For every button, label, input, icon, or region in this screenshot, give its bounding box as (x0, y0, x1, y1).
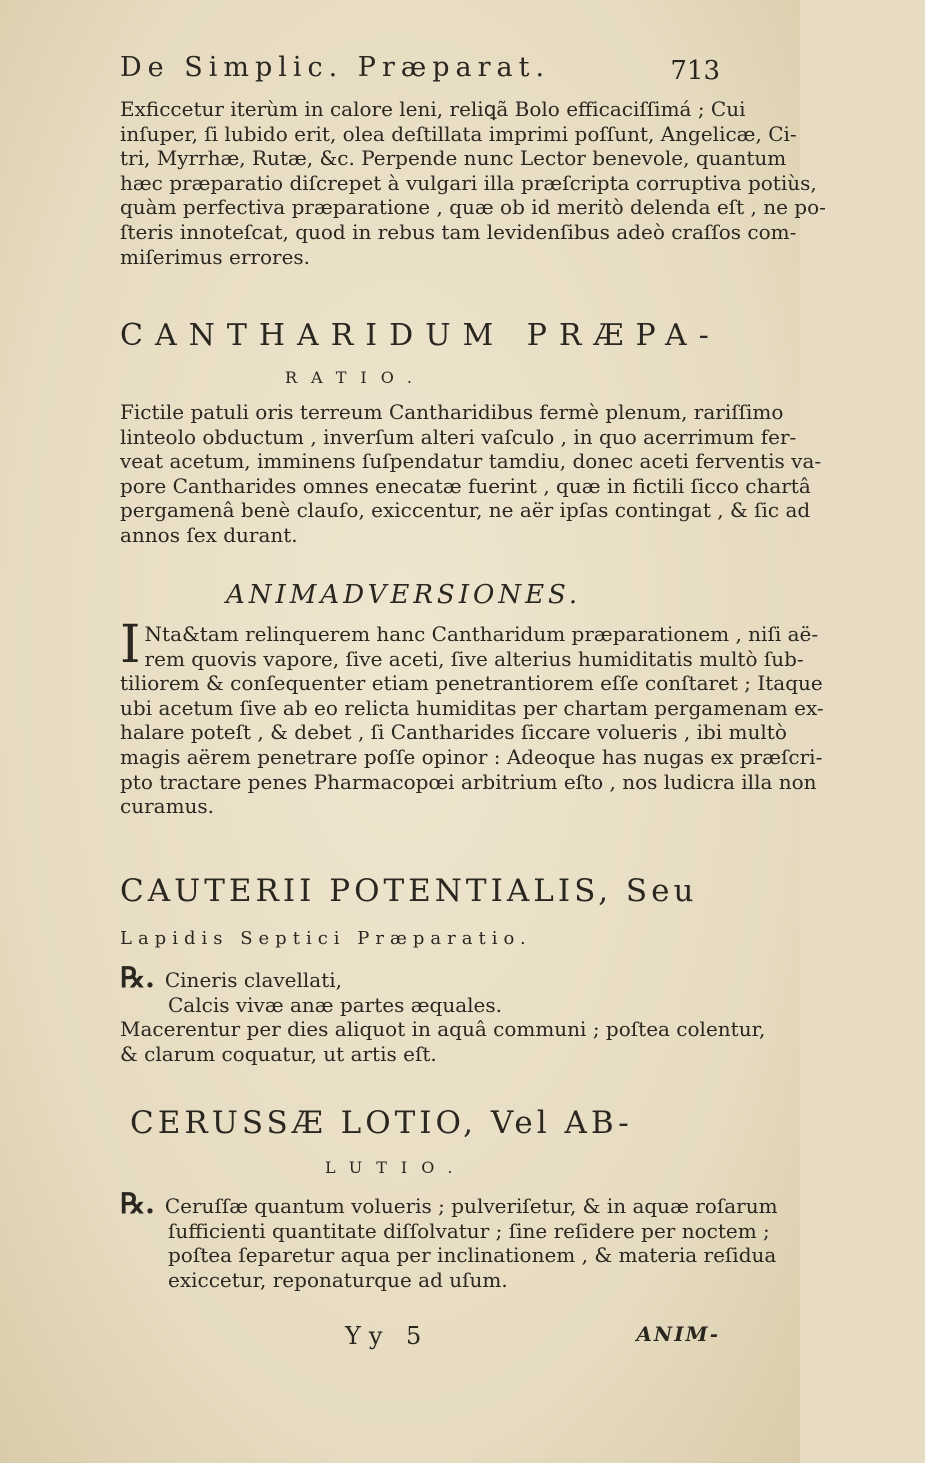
text-line: miſerimus errores. (120, 244, 311, 269)
text-line: Cineris clavellati, (164, 968, 343, 992)
text-line: Nta&tam relinquerem hanc Cantharidum præparationem , niſi aë- (144, 622, 819, 646)
text-line: tri, Myrrhæ, Rutæ, &c. Perpende nunc Lector benevole, quantum (120, 146, 787, 171)
text-line: poſtea ſeparetur aqua per inclinationem , & materia reſidua (168, 1243, 777, 1268)
drop-cap: I (120, 615, 141, 675)
section-heading-animadversiones: ANIMADVERSIONES. (226, 580, 582, 610)
running-head-title: De Simplic. Præparat. (120, 52, 551, 83)
signature-mark: Yy 5 (345, 1322, 430, 1350)
section-heading-continuation: LUTIO. (325, 1158, 467, 1177)
text-line: ſufficienti quantitate diſſolvatur ; ſine reſidere per noctem ; (168, 1218, 770, 1243)
text-line: Macerentur per dies aliquot in aquâ communi ; poſtea colentur, (120, 1017, 766, 1042)
text-line: annos ſex durant. (120, 522, 298, 547)
cantharidum-paragraph (120, 400, 822, 548)
text-line: ſteris innoteſcat, quod in rebus tam levidenſibus adeò craſſos com- (120, 219, 797, 244)
section-subheading-lapidis: Lapidis Septici Præparatio. (120, 928, 532, 949)
running-head (120, 52, 720, 92)
intro-paragraph (120, 97, 826, 269)
text-line: veat acetum, imminens ſuſpendatur tamdiu, donec aceti ferventis va- (120, 449, 822, 474)
text-line: exiccetur, reponaturque ad uſum. (168, 1267, 508, 1292)
text-line: pore Cantharides omnes enecatæ fuerint , quæ in fictili ſicco chartâ (120, 473, 811, 498)
text-line: Ceruſſæ quantum volueris ; pulveriſetur, & in aquæ roſarum (164, 1194, 778, 1218)
text-line: curamus. (120, 794, 215, 819)
section-heading-cauterii: CAUTERII POTENTIALIS, Seu (120, 873, 698, 909)
text-line: halare poteſt , & debet , ſi Cantharides ſiccare volueris , ibi multò (120, 720, 787, 745)
recipe-symbol: ℞. (120, 961, 155, 994)
catchword: ANIM- (636, 1322, 720, 1346)
page-number: 713 (670, 56, 720, 86)
text-line: Exficcetur iterùm in calore leni, reliꝗã Bolo efficaciſſimá ; Cui (120, 97, 746, 121)
cauterii-recipe (120, 961, 766, 1066)
section-heading-continuation: RATIO. (285, 368, 426, 387)
text-line: Fictile patuli oris terreum Cantharidibus fermè plenum, rariſſimo (120, 400, 784, 424)
page-footer (120, 1322, 720, 1362)
text-line: linteolo obductum , inverſum alteri vaſculo , in quo acerrimum fer- (120, 424, 797, 449)
text-line: rem quovis vapore, ſive aceti, ſive alterius humiditatis multò ſub- (144, 646, 804, 671)
cerussa-recipe (120, 1187, 778, 1292)
text-line: hæc præparatio diſcrepet à vulgari illa præſcripta corruptiva potiùs, (120, 170, 817, 195)
text-line: pergamenâ benè clauſo, exiccentur, ne aër ipſas contingat , & ſic ad (120, 498, 811, 523)
text-line: inſuper, ſi lubido erit, olea deſtillata imprimi poſſunt, Angelicæ, Ci- (120, 121, 797, 146)
section-heading-cantharidum: CANTHARIDUM PRÆPA- (120, 318, 721, 353)
text-line: magis aërem penetrare poſſe opinor : Adeoque has nugas ex præſcri- (120, 744, 823, 769)
text-line: ubi acetum ſive ab eo relicta humiditas per chartam pergamenam ex- (120, 695, 824, 720)
recipe-symbol: ℞. (120, 1187, 155, 1220)
text-line: quàm perfectiva præparatione , quæ ob id meritò delenda eſt , ne po- (120, 195, 826, 220)
text-line: Calcis vivæ anæ partes æquales. (168, 992, 502, 1017)
text-line: & clarum coquatur, ut artis eſt. (120, 1041, 437, 1066)
animadversiones-paragraph (120, 615, 824, 819)
section-heading-cerussa: CERUSSÆ LOTIO, Vel AB- (130, 1105, 633, 1141)
text-line: tiliorem & conſequenter etiam penetrantiorem eſſe conſtaret ; Itaque (120, 671, 823, 696)
text-line: pto tractare penes Pharmacopœi arbitrium eſto , nos ludicra illa non (120, 769, 817, 794)
